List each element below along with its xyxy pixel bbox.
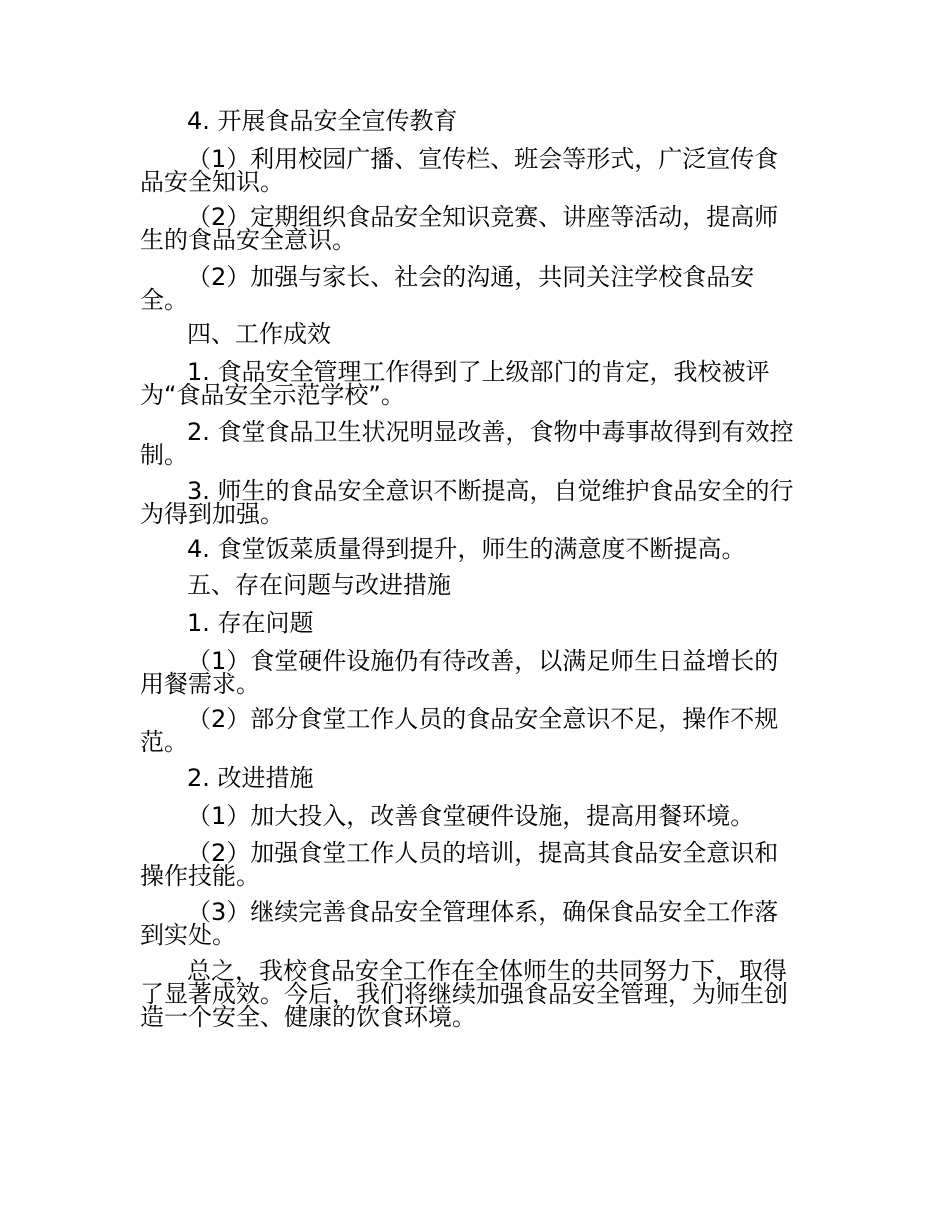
text-line: （2）加强食堂工作人员的培训，提高其食品安全意识和: [187, 839, 779, 867]
text-line: 2. 食堂食品卫生状况明显改善，食物中毒事故得到有效控: [187, 418, 794, 446]
text-line: （1）食堂硬件设施仍有待改善，以满足师生日益增长的: [187, 647, 779, 675]
text-line: （1）加大投入，改善食堂硬件设施，提高用餐环境。: [187, 802, 755, 830]
text-line: 总之，我校食品安全工作在全体师生的共同努力下，取得: [187, 957, 787, 985]
subsection-heading: 2. 改进措施: [187, 764, 314, 792]
text-line: 品安全知识。: [140, 168, 284, 196]
text-line: （2）加强与家长、社会的沟通，共同关注学校食品安: [187, 263, 755, 291]
text-line: 为得到加强。: [140, 500, 284, 528]
text-line: （2）部分食堂工作人员的食品安全意识不足，操作不规: [187, 705, 779, 733]
text-line: 全。: [140, 286, 188, 314]
text-line: 了显著成效。今后，我们将继续加强食品安全管理，为师生创: [140, 980, 788, 1008]
text-line: 操作技能。: [140, 862, 260, 890]
text-line: 4. 食堂饭菜质量得到提升，师生的满意度不断提高。: [187, 535, 746, 563]
text-line: （2）定期组织食品安全知识竞赛、讲座等活动，提高师: [187, 203, 779, 231]
text-line: 4. 开展食品安全宣传教育: [187, 107, 458, 135]
text-line: 造一个安全、健康的饮食环境。: [140, 1003, 476, 1031]
text-line: 3. 师生的食品安全意识不断提高，自觉维护食品安全的行: [187, 477, 794, 505]
text-line: 到实处。: [140, 921, 236, 949]
text-line: 用餐需求。: [140, 670, 260, 698]
text-line: （1）利用校园广播、宣传栏、班会等形式，广泛宣传食: [187, 145, 779, 173]
subsection-heading: 1. 存在问题: [187, 609, 314, 637]
text-line: 制。: [140, 441, 188, 469]
section-heading: 五、存在问题与改进措施: [187, 571, 451, 599]
text-line: 生的食品安全意识。: [140, 226, 356, 254]
text-line: 1. 食品安全管理工作得到了上级部门的肯定，我校被评: [187, 358, 770, 386]
section-heading: 四、工作成效: [187, 320, 331, 348]
text-line: （3）继续完善食品安全管理体系，确保食品安全工作落: [187, 898, 779, 926]
text-line: 为“食品安全示范学校”。: [140, 381, 405, 409]
text-line: 范。: [140, 728, 188, 756]
